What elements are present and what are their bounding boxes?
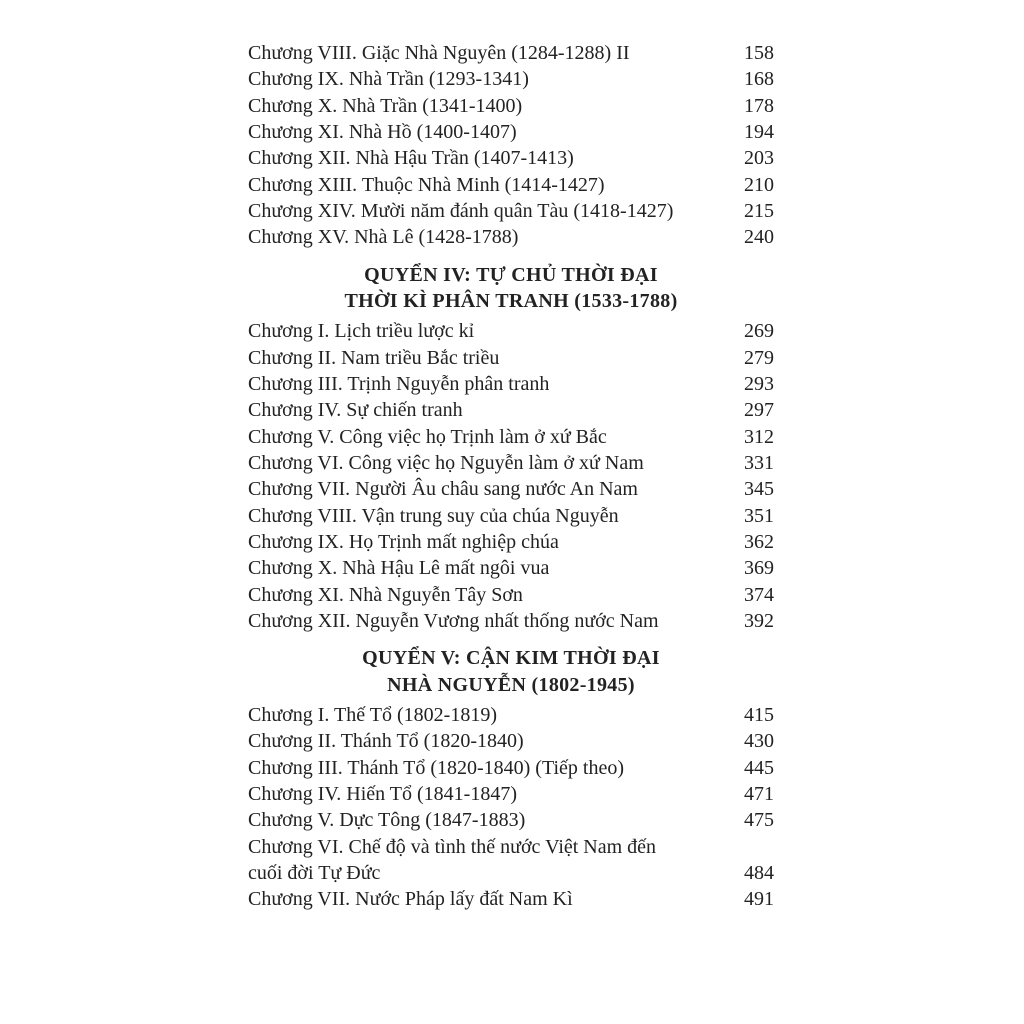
page-number: 158: [744, 42, 774, 64]
chapter-title: Chương III. Thánh Tổ (1820-1840) (Tiếp theo): [248, 756, 625, 779]
page-number: 351: [744, 504, 774, 527]
toc-entry: [248, 119, 774, 145]
chapter-title: Chương II. Thánh Tổ (1820-1840): [248, 730, 524, 753]
page-number: 345: [744, 478, 774, 501]
page-number: 484: [744, 861, 774, 884]
toc-entry: [248, 224, 774, 250]
page-number: 210: [744, 173, 774, 196]
chapter-title: Chương XIII. Thuộc Nhà Minh (1414-1427): [248, 173, 605, 196]
chapter-title: Chương IV. Hiến Tổ (1841-1847): [248, 782, 517, 805]
page-number: 194: [744, 120, 774, 143]
page-number: 279: [744, 346, 774, 369]
page-number: 178: [744, 94, 774, 117]
chapter-title: Chương XI. Nhà Nguyễn Tây Sơn: [248, 583, 523, 606]
chapter-title: Chương III. Trịnh Nguyễn phân tranh: [248, 372, 550, 395]
chapter-title: Chương VI. Chế độ và tình thế nước Việt Nam đến: [248, 835, 657, 858]
page-number: 369: [744, 557, 774, 580]
toc-entry: [248, 476, 774, 502]
toc-entry: [248, 728, 774, 754]
toc-entry: [248, 145, 774, 171]
toc-entry: [248, 66, 774, 92]
page-number: 392: [744, 609, 774, 632]
toc-entry: [248, 318, 774, 344]
toc-entry: [248, 40, 774, 66]
page-number: 312: [744, 425, 774, 448]
toc-entry: [248, 886, 774, 912]
toc-entry: [248, 807, 774, 833]
chapter-title: Chương I. Thế Tổ (1802-1819): [248, 703, 497, 726]
page-number: 471: [744, 782, 774, 805]
toc-entry: [248, 608, 774, 634]
chapter-title: Chương XV. Nhà Lê (1428-1788): [248, 226, 519, 249]
chapter-title: Chương XII. Nguyễn Vương nhất thống nước Nam: [248, 609, 659, 632]
page-number: 168: [744, 68, 774, 91]
page-number: 293: [744, 372, 774, 395]
toc-entry: [248, 397, 774, 423]
toc-entry: [248, 755, 774, 781]
page-number: 374: [744, 583, 774, 606]
chapter-title: Chương IX. Họ Trịnh mất nghiệp chúa: [248, 530, 559, 553]
chapter-title: Chương IX. Nhà Trần (1293-1341): [248, 68, 529, 91]
page-number: 415: [744, 703, 774, 726]
chapter-title: Chương IV. Sự chiến tranh: [248, 399, 463, 422]
page-number: 475: [744, 809, 774, 832]
chapter-title: Chương II. Nam triều Bắc triều: [248, 346, 500, 369]
chapter-title: Chương X. Nhà Hậu Lê mất ngôi vua: [248, 557, 550, 580]
chapter-title: Chương XIV. Mười năm đánh quân Tàu (1418-1427): [248, 199, 674, 222]
page-number: 240: [744, 226, 774, 249]
toc-entry: [248, 172, 774, 198]
page-number: 203: [744, 147, 774, 170]
toc-entry: [248, 834, 774, 860]
page-number: 215: [744, 199, 774, 222]
chapter-title: Chương VIII. Vận trung suy của chúa Nguyễn: [248, 504, 619, 527]
chapter-title: Chương I. Lịch triều lược kỉ: [248, 320, 475, 343]
page-number: 297: [744, 399, 774, 422]
toc-entry: [248, 529, 774, 555]
toc-entry: [248, 781, 774, 807]
toc-entry: [248, 702, 774, 728]
chapter-title: Chương V. Công việc họ Trịnh làm ở xứ Bắc: [248, 425, 607, 448]
chapter-title: Chương VII. Nước Pháp lấy đất Nam Kì: [248, 888, 573, 911]
volume-heading: [248, 262, 774, 315]
volume-heading-line1: QUYỂN IV: TỰ CHỦ THỜI ĐẠI: [364, 263, 658, 286]
table-of-contents: [248, 40, 774, 913]
page-number: 362: [744, 530, 774, 553]
toc-entry: [248, 582, 774, 608]
toc-entry: [248, 345, 774, 371]
chapter-title: Chương VIII. Giặc Nhà Nguyên (1284-1288) II: [248, 42, 630, 64]
chapter-title: Chương VII. Người Âu châu sang nước An Nam: [248, 478, 638, 501]
volume-heading-line2: THỜI KÌ PHÂN TRANH (1533-1788): [344, 289, 678, 312]
volume-heading-line2: NHÀ NGUYỄN (1802-1945): [387, 673, 635, 696]
page-number: 269: [744, 320, 774, 343]
volume-heading: [248, 645, 774, 698]
chapter-title-continuation: cuối đời Tự Đức: [248, 861, 381, 884]
toc-entry-continuation: [248, 860, 774, 886]
toc-entry: [248, 93, 774, 119]
toc-entry: [248, 424, 774, 450]
chapter-title: Chương X. Nhà Trần (1341-1400): [248, 94, 523, 117]
page-number: 430: [744, 730, 774, 753]
chapter-title: Chương XII. Nhà Hậu Trần (1407-1413): [248, 147, 574, 170]
volume-heading-line1: QUYỂN V: CẬN KIM THỜI ĐẠI: [362, 647, 660, 670]
toc-entry: [248, 371, 774, 397]
page-number: 491: [744, 888, 774, 911]
chapter-title: Chương XI. Nhà Hồ (1400-1407): [248, 120, 517, 143]
toc-entry: [248, 503, 774, 529]
page-number: 445: [744, 756, 774, 779]
page-number: 331: [744, 451, 774, 474]
toc-entry: [248, 198, 774, 224]
toc-entry: [248, 450, 774, 476]
chapter-title: Chương V. Dực Tông (1847-1883): [248, 809, 526, 832]
chapter-title: Chương VI. Công việc họ Nguyễn làm ở xứ Nam: [248, 451, 644, 474]
toc-entry: [248, 555, 774, 581]
